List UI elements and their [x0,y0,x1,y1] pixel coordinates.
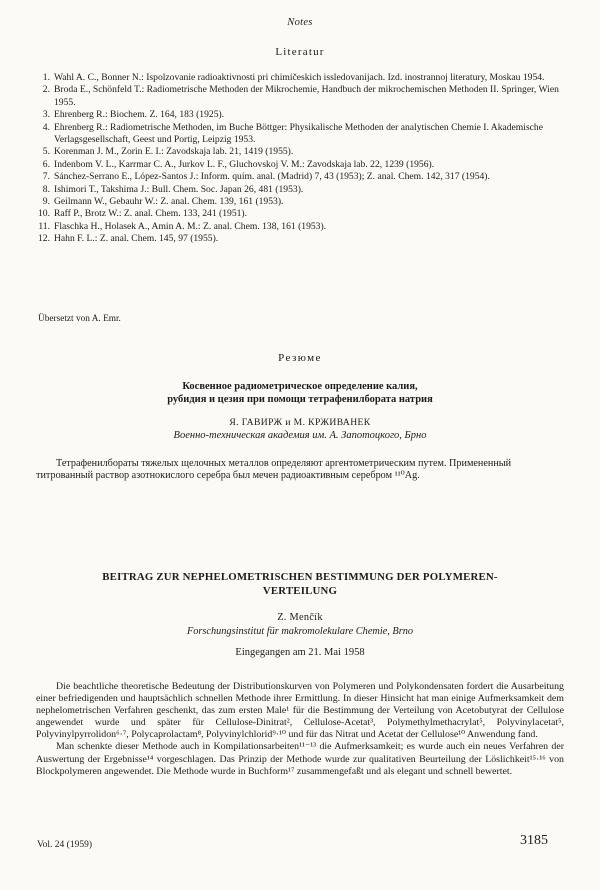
reference-text: Geilmann W., Gebauhr W.: Z. anal. Chem. 139, 161 (1953). [54,196,284,208]
reference-number: 7. [42,171,50,183]
reference-item [36,146,566,158]
reference-number: 1. [42,72,50,83]
reference-item [36,221,566,233]
reference-number: 11. [38,220,50,232]
reference-item [36,233,566,245]
reference-item [36,84,566,109]
reference-item [36,208,566,220]
volume-info: Vol. 24 (1959) [37,840,92,850]
reference-text: Wahl A. C., Bonner N.: Ispolzovanie radioaktivnosti pri chimičeskich issledovanijach. Izd. inostrannoj literatury, Moskau 1954. [54,72,545,83]
resume-affiliation: Военно-техническая академия им. А. Запотоцкого, Брно [173,430,427,441]
reference-number: 5. [42,146,50,158]
reference-text: Ehrenberg R.: Biochem. Z. 164, 183 (1925). [54,109,225,121]
article-paragraph: Man schenkte dieser Methode auch in Kompilationsarbeiten¹¹⁻¹³ die Aufmerksamkeit; es wurde auch ein neues Verfahren der Auswertung der Ergebnisse¹⁴ vorgeschlagen. Das Prinzip der Methode wurde zur qualitativen Beurteilung der Löslichkeit¹⁵·¹⁶ von Blockpolymeren angewendet. Die Methode wurde in Buchform¹⁷ zusammengefaßt und als elegant und schnell bewertet. [36,741,564,777]
resume-title-line: Косвенное радиометрическое определение калия, [182,381,418,392]
reference-text: Broda E., Schönfeld T.: Radiometrische Methoden der Mikrochemie, Handbuch der mikrochemischen Methoden II. Springer, Wien 1955. [54,84,559,108]
reference-number: 6. [42,158,50,170]
resume-body: Тетрафенилбораты тяжелых щелочных металлов определяют аргентометрическим путем. Примененный титрованный раствор азотнокислого серебра был мечен радиоактивным серебром ¹¹⁰Ag. [36,458,512,482]
reference-text: Flaschka H., Holasek A., Amin A. M.: Z. anal. Chem. 138, 161 (1953). [54,220,327,232]
reference-item [36,184,566,196]
reference-item [36,171,566,183]
resume-title [0,380,600,406]
article-received-date: Eingegangen am 21. Mai 1958 [235,647,365,658]
article-title-line: VERTEILUNG [262,584,338,597]
article-author: Z. Menčík [277,612,323,623]
reference-item [36,122,566,147]
reference-list [36,72,566,246]
article-paragraph: Die beachtliche theoretische Bedeutung der Distributionskurven von Polymeren und Polykondensaten fordert die Ausarbeitung einer befriedigenden und hauptsächlich schnellen Methode ihrer Ermittlung. In dieser Hinsicht hat man einige Aufmerksamkeit dem nephelometrischen Verfahren geschenkt, das zum ersten Male¹ für die Bestimmung der Verteilung von Acetobutyrat der Cellulose angewendet wurde und später für Cellulose-Dinitrat², Cellulose-Acetat³, Polymethylmethacrylat⁵, Polyvinylacetat⁵, Polyvinylpyrrolidon⁶·⁷, Polycaprolactam⁸, Polyvinylchlorid⁹·¹⁰ und für das Nitrat und Acetat der Cellulose¹⁰ Anwendung fand. [36,681,564,741]
reference-text: Sánchez-Serrano E., López-Santos J.: Inform. quím. anal. (Madrid) 7, 43 (1953); Z. anal. Chem. 142, 317 (1954). [54,171,490,183]
reference-number: 3. [42,109,50,121]
reference-text: Raff P., Brotz W.: Z. anal. Chem. 133, 241 (1951). [54,208,248,220]
article-body [36,681,564,778]
reference-text: Ishimori T., Takshima J.: Bull. Chem. Soc. Japan 26, 481 (1953). [54,183,304,195]
reference-item [36,159,566,171]
reference-text: Hahn F. L.: Z. anal. Chem. 145, 97 (1955). [54,233,219,245]
reference-number: 8. [42,183,50,195]
reference-item [36,109,566,121]
running-head: Notes [287,17,313,28]
reference-number: 4. [42,121,50,133]
article-affiliation: Forschungsinstitut für makromolekulare Chemie, Brno [186,626,414,637]
reference-number: 9. [42,196,50,208]
reference-text: Indenbom V. L., Karrmar C. A., Jurkov L. F., Gluchovskoj V. M.: Zavodskaja lab. 22, 1239 (1956). [54,158,435,170]
article-title-line: BEITRAG ZUR NEPHELOMETRISCHEN BESTIMMUNG DER POLYMEREN- [102,571,498,583]
article-title [0,571,600,598]
reference-item [36,72,566,84]
reference-text: Ehrenberg R.: Radiometrische Methoden, im Buche Böttger: Physikalische Methoden der analytischen Chemie I. Akademische Verlagsgesellschaft, Geest und Portig, Leipzig 1953. [54,121,543,146]
page-number: 3185 [520,833,548,848]
resume-authors: Я. ГАВИРЖ и М. КРЖИВАНЕК [229,417,371,428]
reference-number: 12. [38,233,50,245]
reference-item [36,196,566,208]
translator-note: Übersetzt von A. Emr. [38,314,121,324]
reference-text: Korenman J. M., Zorin E. I.: Zavodskaja lab. 21, 1419 (1955). [54,146,294,158]
resume-title-line: рубидия и цезия при помощи тетрафенилбората натрия [167,394,433,405]
reference-number: 10. [38,208,50,220]
literature-heading: Literatur [275,46,325,58]
resume-heading: Резюме [278,352,322,364]
reference-number: 2. [42,84,50,96]
